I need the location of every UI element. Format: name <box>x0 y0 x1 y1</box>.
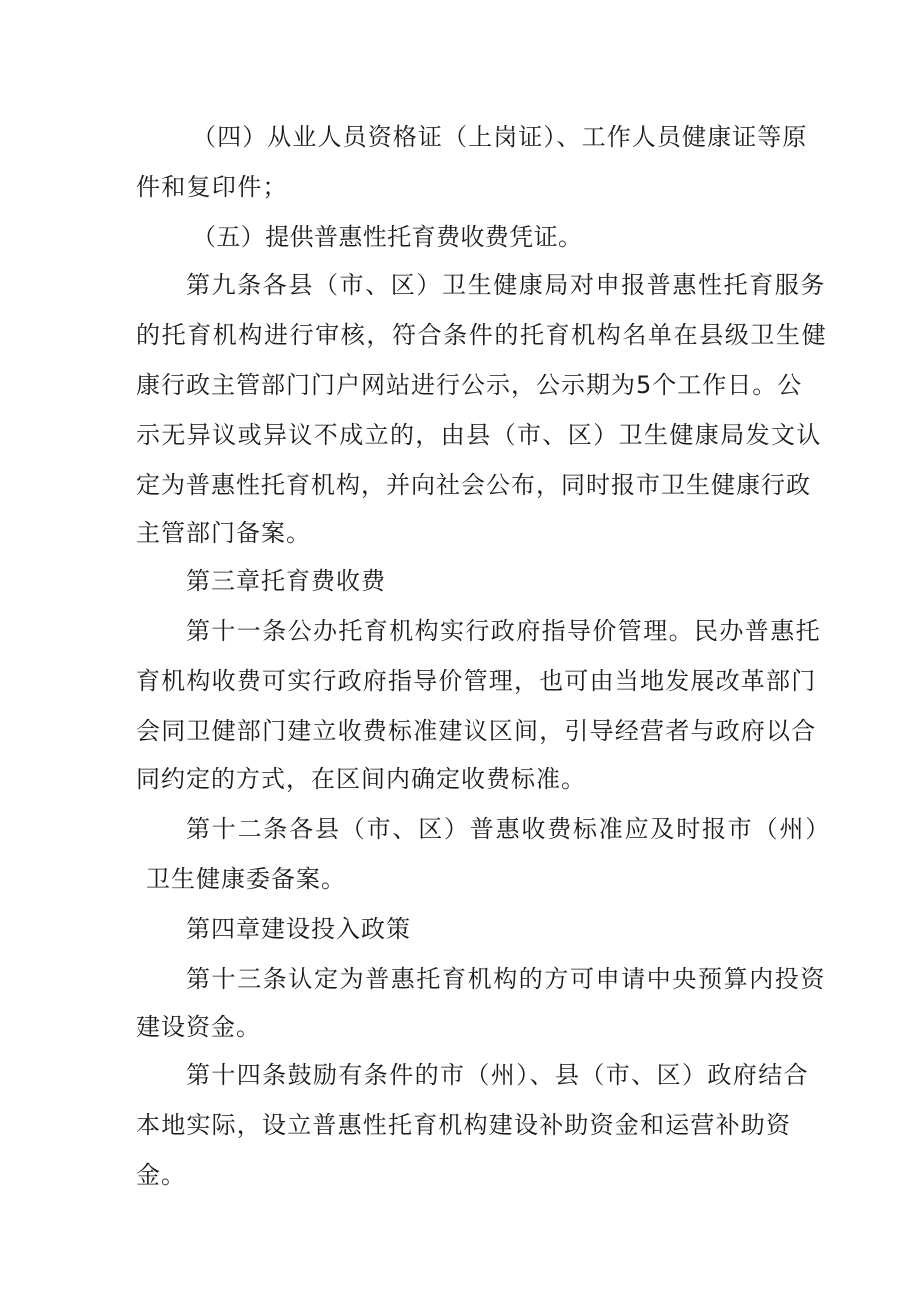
article-nine-line-2: 的托育机构进行审核，符合条件的托育机构名单在县级卫生健 <box>136 321 828 349</box>
article-eleven-line-1: 第十一条公办托育机构实行政府指导价管理。民办普惠托 <box>186 617 821 645</box>
chapter-four-heading: 第四章建设投入政策 <box>186 915 411 943</box>
article-nine-line-5: 定为普惠性托育机构，并向社会公布，同时报市卫生健康行政 <box>136 471 811 499</box>
article-eleven-line-3: 会同卫健部门建立收费标准建议区间，引导经营者与政府以合 <box>136 717 817 745</box>
article-twelve-line-2: 卫生健康委备案。 <box>146 865 346 893</box>
list-item-four: （四）从业人员资格证（上岗证）、工作人员健康证等原 <box>192 123 808 151</box>
article-nine-line-4: 示无异议或异议不成立的，由县（市、区）卫生健康局发文认 <box>136 421 822 449</box>
list-item-four-cont: 件和复印件； <box>136 173 288 201</box>
article-twelve-line-1: 第十二条各县（市、区）普惠收费标准应及时报市（州） <box>186 815 831 843</box>
article-thirteen-line-2: 建设资金。 <box>136 1013 261 1041</box>
article-nine-line-1: 第九条各县（市、区）卫生健康局对申报普惠性托育服务 <box>186 271 826 299</box>
chapter-three-heading: 第三章托育费收费 <box>186 567 386 595</box>
article-eleven-line-2: 育机构收费可实行政府指导价管理，也可由当地发展改革部门 <box>136 667 817 695</box>
article-nine-line-3: 康行政主管部门门户网站进行公示，公示期为5个工作日。公 <box>136 371 803 399</box>
list-item-five: （五）提供普惠性托育费收费凭证。 <box>192 223 583 251</box>
article-eleven-line-4: 同约定的方式，在区间内确定收费标准。 <box>136 765 586 793</box>
article-nine-line-6: 主管部门备案。 <box>136 519 311 547</box>
article-fourteen-line-1: 第十四条鼓励有条件的市（州）、县（市、区）政府结合 <box>186 1061 809 1089</box>
article-fourteen-line-2: 本地实际，设立普惠性托育机构建设补助资金和运营补助资 <box>136 1111 792 1139</box>
article-fourteen-line-3: 金。 <box>136 1161 186 1189</box>
article-thirteen-line-1: 第十三条认定为普惠托育机构的方可申请中央预算内投资 <box>186 965 826 993</box>
